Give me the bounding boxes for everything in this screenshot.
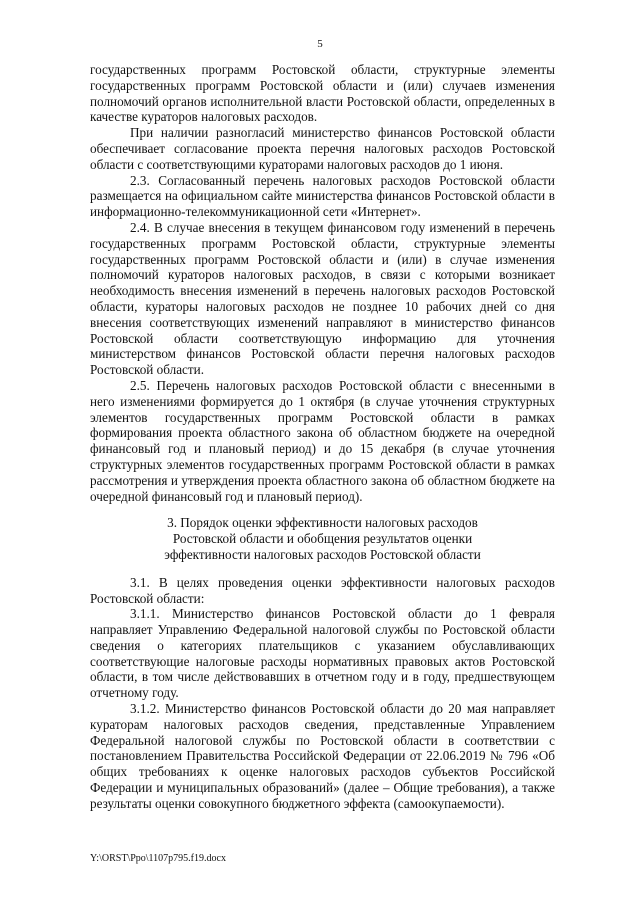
paragraph-2-3: 2.3. Согласованный перечень налоговых расходов Ростовской области размещается на официальном сайте министерства финансов Ростовской области в информационно-телекоммуникационной сети «Интернет». <box>90 172 555 220</box>
section-heading-line-2: Ростовской области и обобщения результатов оценки <box>172 531 473 547</box>
section-heading-line-3: эффективности налоговых расходов Ростовской области <box>164 546 481 562</box>
paragraph-2-4: 2.4. В случае внесения в текущем финансовом году изменений в перечень государственных программ Ростовской области, структурные элементы государственных программ Ростовской области и (или) в случае изменения полномочий кураторов налоговых расходов, в связи с которыми возникает необходимость внесения изменений в перечень налоговых расходов Ростовской области, кураторы налоговых расходов не позднее 10 рабочих дней со дня внесения соответствующих изменений направляют в министерство финансов Ростовской области соответствующую информацию для уточнения министерством финансов Ростовской области перечня налоговых расходов Ростовской области. <box>90 219 555 378</box>
footer-file-path: Y:\ORST\Ppo\1107p795.f19.docx <box>90 853 226 864</box>
paragraph-3-1-2: 3.1.2. Министерство финансов Ростовской области до 20 мая направляет кураторам налоговых расходов сведения, представленные Управлением Федеральной налоговой службы по Ростовской области в соответствии с постановлением Правительства Российской Федерации от 22.06.2019 № 796 «Об общих требованиях к оценке налоговых расходов субъектов Российской Федерации и муниципальных образований» (далее – Общие требования), а также результаты оценки совокупного бюджетного эффекта (самоокупаемости). <box>90 701 555 811</box>
document-body <box>90 62 555 812</box>
page-number: 5 <box>317 38 323 50</box>
paragraph-2-5: 2.5. Перечень налоговых расходов Ростовской области с внесенными в него изменениями формируется до 1 октября (в случае уточнения структурных элементов государственных программ Ростовской области в рамках формирования проекта областного закона об областном бюджете на очередной финансовый год и плановый период) и до 15 декабря (в случае уточнения структурных элементов государственных программ Ростовской области в рамках рассмотрения и утверждения проекта областного закона об областном бюджете на очередной финансовый год и плановый период). <box>90 377 555 504</box>
paragraph-3-1-1: 3.1.1. Министерство финансов Ростовской области до 1 февраля направляет Управлению Федеральной налоговой службы по Ростовской области сведения о категориях плательщиков с указанием обуславливающих соответствующие налоговые расходы нормативных правовых актов Ростовской области, в том числе действовавших в отчетном году и в году, предшествующем отчетному году. <box>90 606 555 701</box>
paragraph-disagreements: При наличии разногласий министерство финансов Ростовской области обеспечивает согласование проекта перечня налоговых расходов Ростовской области с соответствующими кураторами налоговых расходов до 1 июня. <box>90 125 555 172</box>
section-heading-line-1: 3. Порядок оценки эффективности налоговых расходов <box>167 515 478 531</box>
paragraph-continuation: государственных программ Ростовской области, структурные элементы государственных программ Ростовской области и (или) случаев изменения полномочий органов исполнительной власти Ростовской области, определенных в качестве кураторов налоговых расходов. <box>90 62 555 125</box>
section-heading <box>90 515 555 562</box>
paragraph-3-1: 3.1. В целях проведения оценки эффективности налоговых расходов Ростовской области: <box>90 574 555 606</box>
